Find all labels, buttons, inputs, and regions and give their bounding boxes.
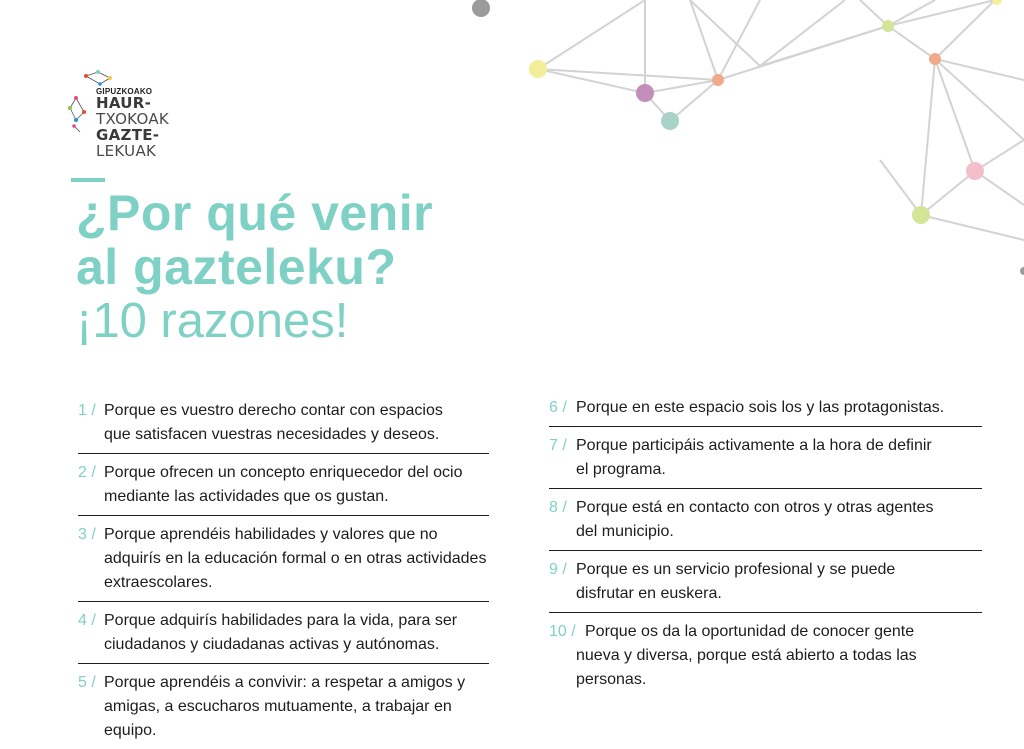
reason-item xyxy=(549,393,982,427)
network-node xyxy=(882,20,894,32)
reason-item xyxy=(549,431,982,489)
reason-number: 4 / xyxy=(78,612,96,629)
logo-small-text: GIPUZKOAKO xyxy=(96,87,153,96)
network-node xyxy=(712,74,724,86)
reason-continuation: disfrutar en euskera. xyxy=(576,585,722,602)
reason-number: 7 / xyxy=(549,437,567,454)
reason-item xyxy=(549,493,982,551)
network-node xyxy=(1020,267,1024,275)
reason-number: 8 / xyxy=(549,499,567,516)
reason-first-line: Porque adquirís habilidades para la vida, para ser xyxy=(104,612,458,629)
title-line: ¿Por qué venir xyxy=(76,185,434,241)
reason-first-line: Porque es un servicio profesional y se puede xyxy=(576,561,896,578)
reasons-list-left xyxy=(78,396,489,749)
network-node xyxy=(992,0,1002,5)
logo-line: TXOKOAK xyxy=(96,110,170,128)
reason-item xyxy=(78,396,489,454)
reason-continuation: que satisfacen vuestras necesidades y deseos. xyxy=(104,426,440,443)
title-line: al gazteleku? xyxy=(76,239,397,295)
reason-number: 10 / xyxy=(549,623,576,640)
reason-item xyxy=(78,458,489,516)
page-title xyxy=(76,186,433,348)
title-subline: ¡10 razones! xyxy=(76,294,349,348)
reason-first-line: Porque aprendéis a convivir: a respetar a amigos y xyxy=(104,674,466,691)
reason-item xyxy=(549,617,982,698)
network-node xyxy=(529,60,547,78)
reason-first-line: Porque aprendéis habilidades y valores que no xyxy=(104,526,438,543)
reason-item xyxy=(78,606,489,664)
logo xyxy=(62,68,192,168)
network-node xyxy=(661,112,679,130)
reasons-list-right xyxy=(549,393,982,698)
network-node xyxy=(636,84,654,102)
title-dash xyxy=(71,178,105,182)
reason-number: 6 / xyxy=(549,399,567,416)
reason-continuation: nueva y diversa, porque está abierto a todas las personas. xyxy=(576,647,917,688)
reason-first-line: Porque ofrecen un concepto enriquecedor del ocio xyxy=(104,464,463,481)
reason-item xyxy=(78,520,489,602)
network-node xyxy=(929,53,941,65)
reason-item xyxy=(78,668,489,749)
reason-first-line: Porque os da la oportunidad de conocer gente xyxy=(585,623,915,640)
network-node xyxy=(912,206,930,224)
reason-number: 9 / xyxy=(549,561,567,578)
reason-number: 2 / xyxy=(78,464,96,481)
reason-continuation: mediante las actividades que os gustan. xyxy=(104,488,389,505)
reason-continuation: adquirís en la educación formal o en otras actividades extraescolares. xyxy=(104,550,487,591)
reason-first-line: Porque está en contacto con otros y otras agentes xyxy=(576,499,934,516)
reason-continuation: ciudadanos y ciudadanas activas y autónomas. xyxy=(104,636,440,653)
network-node xyxy=(966,162,984,180)
reason-first-line: Porque en este espacio sois los y las protagonistas. xyxy=(576,399,945,416)
logo-line: HAUR- xyxy=(96,94,152,112)
logo-line: LEKUAK xyxy=(96,142,157,160)
reason-number: 1 / xyxy=(78,402,96,419)
reason-continuation: amigas, a escucharos mutuamente, a trabajar en equipo. xyxy=(104,698,452,739)
network-node xyxy=(472,0,490,17)
reason-number: 5 / xyxy=(78,674,96,691)
logo-line: GAZTE- xyxy=(96,126,160,144)
reason-first-line: Porque participáis activamente a la hora de definir xyxy=(576,437,932,454)
reason-item xyxy=(549,555,982,613)
reason-continuation: del municipio. xyxy=(576,523,674,540)
reason-number: 3 / xyxy=(78,526,96,543)
reason-first-line: Porque es vuestro derecho contar con espacios xyxy=(104,402,443,419)
reason-continuation: el programa. xyxy=(576,461,666,478)
